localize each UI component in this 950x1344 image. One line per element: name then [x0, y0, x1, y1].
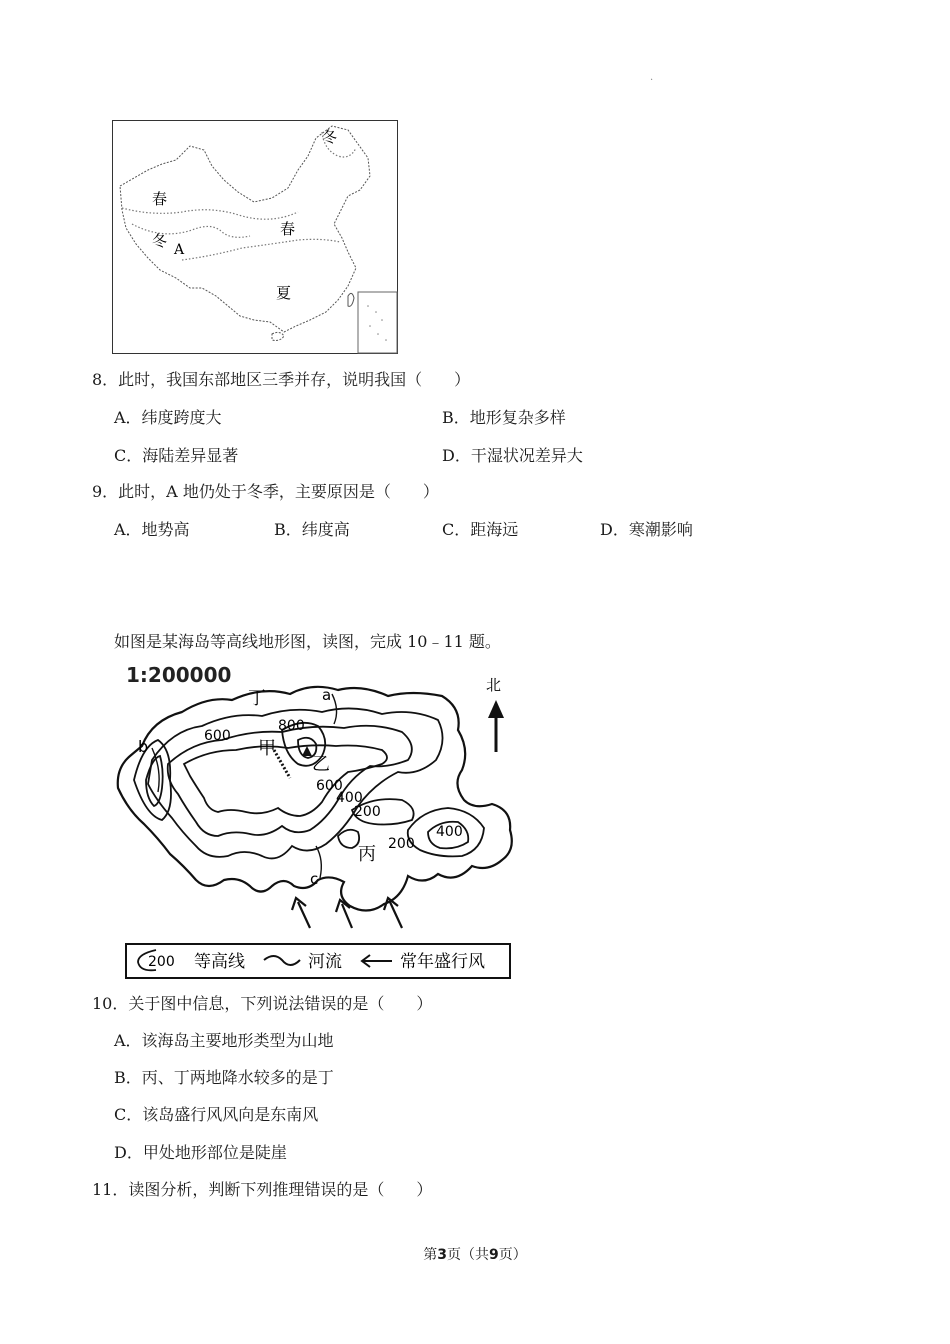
- label-summer: 夏: [276, 284, 292, 302]
- question-10-option-d[interactable]: D．甲处地形部位是陡崖: [114, 1143, 287, 1162]
- contour-label: 200: [354, 804, 381, 820]
- footer-total-pages: 9: [489, 1247, 499, 1263]
- question-8-option-c[interactable]: C．海陆差异显著: [114, 446, 239, 465]
- contour-label: 600: [204, 728, 231, 744]
- question-10-option-b[interactable]: B．丙、丁两地降水较多的是丁: [114, 1068, 334, 1087]
- contour-line: [338, 830, 359, 848]
- china-season-map: [112, 120, 398, 354]
- contour-label: 600: [316, 778, 343, 794]
- question-11-stem: 11．读图分析，判断下列推理错误的是（ ）: [92, 1180, 433, 1199]
- label-winter-northeast: 冬: [322, 128, 338, 146]
- label-b: b: [138, 737, 149, 756]
- contour-label: 400: [436, 824, 463, 840]
- page-mark: .: [650, 72, 654, 83]
- question-9-option-a[interactable]: A．地势高: [114, 520, 190, 539]
- footer-mid: 页（共: [447, 1247, 489, 1263]
- question-8-stem: 8．此时，我国东部地区三季并存，说明我国（ ）: [92, 370, 471, 389]
- legend-wind-label: 常年盛行风: [400, 952, 485, 972]
- question-9-option-b[interactable]: B．纬度高: [274, 520, 350, 539]
- legend-river-label: 河流: [308, 952, 342, 972]
- question-10-option-c[interactable]: C．该岛盛行风风向是东南风: [114, 1105, 319, 1124]
- footer-suffix: 页）: [498, 1247, 527, 1263]
- contour-label: 200: [388, 836, 415, 852]
- legend-contour-value: 200: [148, 954, 175, 970]
- label-point-a: A: [174, 242, 185, 258]
- label-spring-west: 春: [152, 190, 168, 208]
- north-label: 北: [486, 676, 502, 694]
- question-9-option-d[interactable]: D．寒潮影响: [600, 520, 693, 539]
- page-footer: [0, 1244, 950, 1264]
- south-china-sea-inset: [358, 292, 397, 353]
- north-arrow-icon: [488, 700, 504, 752]
- question-8-option-a[interactable]: A．纬度跨度大: [114, 408, 222, 427]
- label-ding: 丁: [248, 688, 266, 709]
- contour-label: 400: [336, 790, 363, 806]
- intro-text: 如图是某海岛等高线地形图，读图，完成 10﹣11 题。: [114, 632, 501, 651]
- label-c: c: [310, 870, 319, 888]
- label-bing: 丙: [358, 844, 376, 865]
- question-8-option-d[interactable]: D．干湿状况差异大: [442, 446, 583, 465]
- contour-label: 800: [278, 718, 305, 734]
- legend-contour-label: 等高线: [194, 952, 245, 972]
- footer-prefix: 第: [423, 1247, 438, 1263]
- label-jia: 甲: [258, 738, 276, 759]
- label-spring-east: 春: [280, 220, 296, 238]
- label-winter-west: 冬: [152, 232, 168, 250]
- label-yi: 乙: [312, 754, 330, 775]
- question-10-option-a[interactable]: A．该海岛主要地形类型为山地: [114, 1031, 334, 1050]
- question-10-stem: 10．关于图中信息，下列说法错误的是（ ）: [92, 994, 433, 1013]
- footer-page-number: 3: [437, 1247, 447, 1263]
- cliff-mark: [274, 750, 290, 778]
- question-9-option-c[interactable]: C．距海远: [442, 520, 519, 539]
- map-scale: 1:200000: [126, 663, 232, 687]
- label-a: a: [322, 686, 332, 704]
- peak-triangle-icon: [302, 746, 312, 756]
- question-8-option-b[interactable]: B．地形复杂多样: [442, 408, 566, 427]
- question-9-stem: 9．此时，A 地仍处于冬季，主要原因是（ ）: [92, 482, 439, 501]
- island-contour-map: [112, 660, 520, 980]
